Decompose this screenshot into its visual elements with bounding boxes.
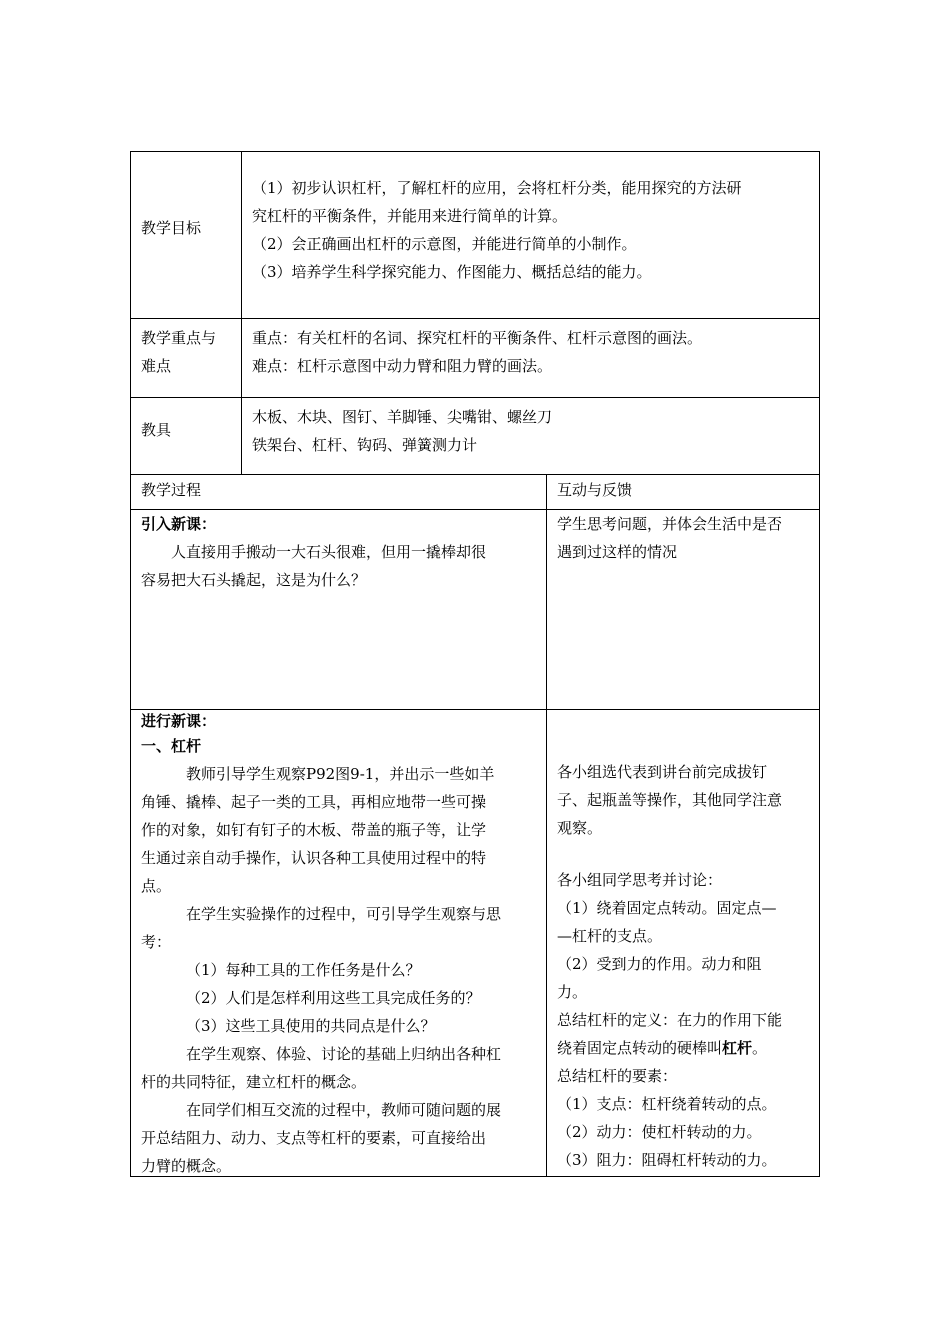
process-header-row: [131, 475, 819, 510]
intro-right-cell: [547, 510, 819, 709]
newlesson-right-line-14: （3）阻力：阻碍杠杆转动的力。: [557, 1151, 777, 1169]
process-header-left: [131, 475, 547, 509]
newlesson-right-line-11: 总结杠杆的要素：: [557, 1067, 678, 1085]
newlesson-row: [131, 710, 819, 1176]
newlesson-left-line-1: 教师引导学生观察P92图9-1，并出示一些如羊: [186, 765, 495, 783]
goals-line-4: （3）培养学生科学探究能力、作图能力、概括总结的能力。: [252, 263, 652, 281]
newlesson-left-line-9: （2）人们是怎样利用这些工具完成任务的？: [186, 989, 481, 1007]
tools-line-1: 木板、木块、图钉、羊脚锤、尖嘴钳、螺丝刀: [252, 408, 553, 426]
newlesson-left-line-5: 点。: [141, 877, 172, 895]
intro-body-line-1: 人直接用手搬动一大石头很难，但用一撬棒却很: [171, 543, 487, 561]
keypoints-label-line-2: 难点: [141, 357, 172, 375]
lever-term-bold: 杠杆: [722, 1039, 753, 1057]
newlesson-right-line-12: （1）支点：杠杆绕着转动的点。: [557, 1095, 777, 1113]
newlesson-left-line-10: （3）这些工具使用的共同点是什么？: [186, 1017, 436, 1035]
newlesson-left-line-4: 生通过亲自动手操作，认识各种工具使用过程中的特: [141, 849, 487, 867]
newlesson-title: 进行新课：: [141, 712, 217, 730]
newlesson-right-line-4: 各小组同学思考并讨论：: [557, 871, 723, 889]
keypoints-label-cell: [131, 319, 242, 397]
newlesson-left-cell: [131, 710, 547, 1176]
newlesson-right-line-13: （2）动力：使杠杆转动的力。: [557, 1123, 762, 1141]
goals-content-cell: [242, 152, 819, 318]
newlesson-right-cell: [547, 710, 819, 1176]
newlesson-right-line-10: [557, 1034, 819, 1062]
tools-label: 教具: [141, 421, 172, 439]
goals-line-3: （2）会正确画出杠杆的示意图，并能进行简单的小制作。: [252, 235, 637, 253]
tools-line-2: 铁架台、杠杆、钩码、弹簧测力计: [252, 436, 478, 454]
intro-body-line-2: 容易把大石头撬起，这是为什么？: [141, 571, 367, 589]
keypoints-row: [131, 319, 819, 398]
goals-label: 教学目标: [141, 219, 202, 237]
newlesson-left-line-12: 杆的共同特征，建立杠杆的概念。: [141, 1073, 367, 1091]
intro-left-cell: [131, 510, 547, 709]
newlesson-right-line-5: （1）绕着固定点转动。固定点—: [557, 899, 777, 917]
newlesson-left-line-2: 角锤、撬棒、起子一类的工具，再相应地带一些可操: [141, 793, 487, 811]
newlesson-left-line-7: 考：: [141, 933, 172, 951]
intro-feedback-line-1: 学生思考问题，并体会生活中是否: [557, 515, 783, 533]
goals-row: [131, 152, 819, 319]
keypoints-label-line-1: 教学重点与: [141, 329, 217, 347]
newlesson-left-line-8: （1）每种工具的工作任务是什么？: [186, 961, 421, 979]
newlesson-right-line-9: 总结杠杆的定义：在力的作用下能: [557, 1011, 783, 1029]
tools-row: [131, 398, 819, 475]
tools-label-cell: [131, 398, 242, 474]
lever-definition-text: 绕着固定点转动的硬棒叫: [557, 1039, 723, 1057]
newlesson-left-line-11: 在学生观察、体验、讨论的基础上归纳出各种杠: [186, 1045, 502, 1063]
keypoints-line-2: 难点：杠杆示意图中动力臂和阻力臂的画法。: [252, 357, 553, 375]
goals-line-1: （1）初步认识杠杆，了解杠杆的应用，会将杠杆分类，能用探究的方法研: [252, 179, 742, 197]
goals-label-cell: [131, 152, 242, 318]
tools-content-cell: [242, 398, 819, 474]
keypoints-line-1: 重点：有关杠杆的名词、探究杠杆的平衡条件、杠杆示意图的画法。: [252, 329, 703, 347]
keypoints-content-cell: [242, 319, 819, 397]
newlesson-right-line-8: 力。: [557, 983, 588, 1001]
newlesson-right-line-3: 观察。: [557, 819, 603, 837]
process-header-right-text: 互动与反馈: [557, 481, 633, 499]
newlesson-right-line-2: 子、起瓶盖等操作，其他同学注意: [557, 791, 783, 809]
process-header-right: [547, 475, 819, 509]
newlesson-left-line-3: 作的对象，如钉有钉子的木板、带盖的瓶子等，让学: [141, 821, 487, 839]
newlesson-right-line-1: 各小组选代表到讲台前完成拔钉: [557, 763, 768, 781]
newlesson-section: 一、杠杆: [141, 737, 202, 755]
process-header-left-text: 教学过程: [141, 481, 202, 499]
newlesson-left-line-15: 力臂的概念。: [141, 1157, 232, 1175]
newlesson-left-line-14: 开总结阻力、动力、支点等杠杆的要素，可直接给出: [141, 1129, 487, 1147]
newlesson-right-line-7: （2）受到力的作用。动力和阻: [557, 955, 762, 973]
intro-title: 引入新课：: [141, 515, 217, 533]
lesson-plan-table: [130, 151, 820, 1177]
newlesson-left-line-13: 在同学们相互交流的过程中，教师可随问题的展: [186, 1101, 502, 1119]
newlesson-left-line-6: 在学生实验操作的过程中，可引导学生观察与思: [186, 905, 502, 923]
intro-feedback-line-2: 遇到过这样的情况: [557, 543, 678, 561]
goals-line-2: 究杠杆的平衡条件，并能用来进行简单的计算。: [252, 207, 568, 225]
intro-row: [131, 510, 819, 710]
newlesson-right-line-6: —杠杆的支点。: [557, 927, 663, 945]
lever-definition-period: 。: [752, 1039, 768, 1057]
